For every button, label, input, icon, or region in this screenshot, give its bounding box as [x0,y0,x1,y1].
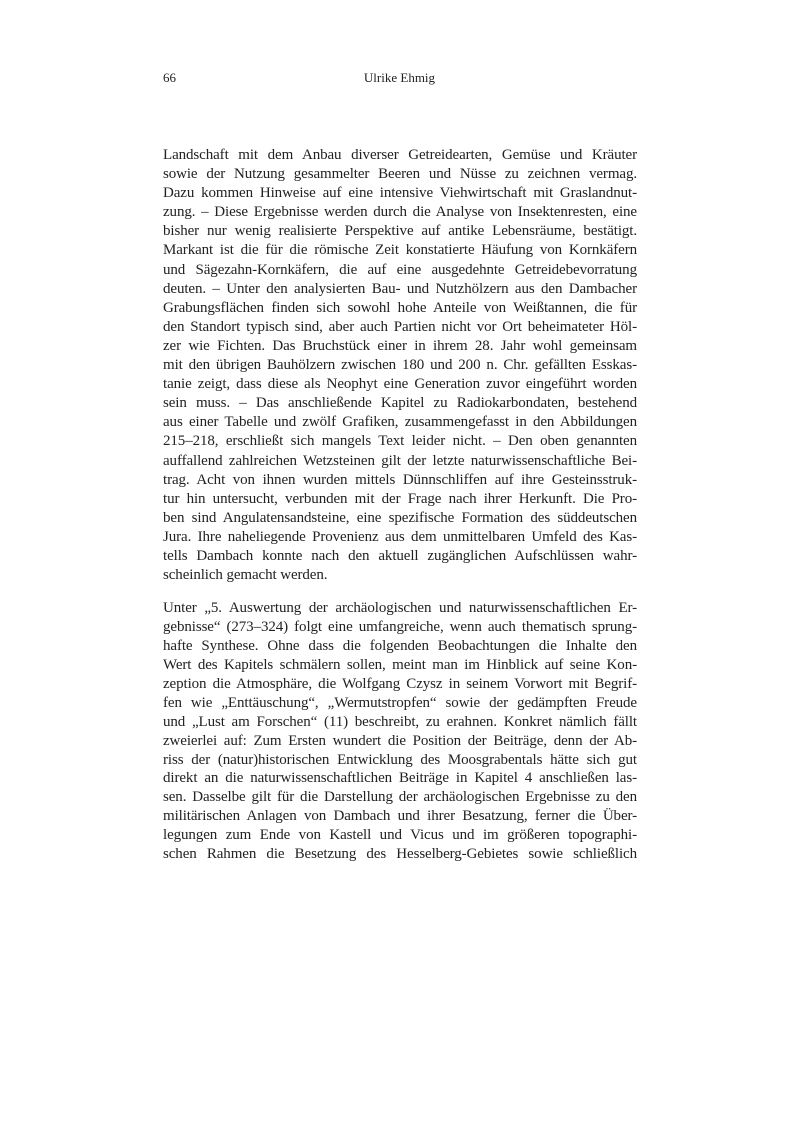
text-line: aus einer Tabelle und zwölf Grafiken, zusammengefasst in den Abbildungen [163,414,637,431]
text-line: Wert des Kapitels schmälern sollen, meint man im Hinblick auf seine Kon- [163,656,637,673]
text-line: zer wie Fichten. Das Bruchstück einer in ihrem 28. Jahr wohl gemeinsam [163,337,637,354]
text-line: mit den übrigen Bauhölzern zwischen 180 und 200 n. Chr. gefällten Esskas- [163,357,637,374]
text-line: Grabungsflächen finden sich sowohl hohe Anteile von Weißtannen, die für [163,299,637,316]
text-line: 215–218, erschließt sich mangels Text leider nicht. – Den oben genannten [163,433,637,450]
text-line: hafte Synthese. Ohne dass die folgenden Beobachtungen die Inhalte den [163,637,637,654]
running-head: Ulrike Ehmig [363,70,436,85]
page-number: 66 [163,70,176,85]
text-line: sen. Dasselbe gilt für die Darstellung der archäologischen Ergebnisse zu den [163,789,637,806]
text-line: deuten. – Unter den analysierten Bau- und Nutzhölzern aus den Dambacher [163,280,637,297]
text-line: tanie zeigt, dass diese als Neophyt eine Generation zuvor eingeführt worden [163,376,637,393]
text-line: schen Rahmen die Besetzung des Hesselberg-Gebietes sowie schließlich [163,846,637,863]
text-line: zung. – Diese Ergebnisse werden durch die Analyse von Insektenresten, eine [163,204,637,221]
paragraph-2 [163,599,637,864]
text-line: ben sind Angulatensandsteine, eine spezifische Formation des süddeutschen [163,509,637,526]
text-line: Dazu kommen Hinweise auf eine intensive Viehwirtschaft mit Graslandnut- [163,185,637,202]
text-line: scheinlich gemacht werden. [163,567,328,584]
text-line: und Sägezahn-Kornkäfern, die auf eine ausgedehnte Getreidebevorratung [163,261,637,278]
text-line: tells Dambach konnte nach den aktuell zugänglichen Aufschlüssen wahr- [163,547,637,564]
text-line: Unter „5. Auswertung der archäologischen und naturwissenschaftlichen Er- [163,600,637,616]
text-line: sowie der Nutzung gesammelter Beeren und Nüsse zu zeichnen vermag. [163,166,637,183]
text-line: und „Lust am Forschen“ (11) beschreibt, zu erahnen. Konkret nämlich fällt [163,713,637,730]
text-line: gebnisse“ (273–324) folgt eine umfangreiche, wenn auch thematisch sprung- [163,618,637,635]
text-line: Markant ist die für die römische Zeit konstatierte Häufung von Kornkäfern [163,242,637,259]
text-line: riss der (natur)historischen Entwicklung des Moosgrabentals hätte sich gut [163,751,637,768]
text-line: auffallend zahlreichen Wetzsteinen gilt der letzte naturwissenschaftliche Bei- [163,452,637,469]
text-line: den Standort typisch sind, aber auch Partien nicht vor Ort beheimateter Höl- [163,318,637,335]
text-line: legungen zum Ende von Kastell und Vicus und im größeren topographi- [163,827,637,844]
paragraph-1 [163,146,637,585]
text-line: Jura. Ihre naheliegende Provenienz aus dem unmittelbaren Umfeld des Kas- [163,528,637,545]
text-line: bisher nur wenig realisierte Perspektive auf antike Lebensräume, bestätigt. [163,223,637,240]
text-line: militärischen Anlagen von Dambach und ihrer Besatzung, ferner die Über- [163,808,637,825]
text-line: zeption die Atmosphäre, die Wolfgang Czysz in seinem Vorwort mit Begrif- [163,675,637,692]
text-line: fen wie „Enttäuschung“, „Wermutstropfen“ sowie der gedämpften Freude [163,694,637,711]
text-line: sein muss. – Das anschließende Kapitel zu Radiokarbondaten, bestehend [163,395,637,412]
text-line: trag. Acht von ihnen wurden mittels Dünnschliffen auf ihre Gesteinsstruk- [163,471,637,488]
text-line: direkt an die naturwissenschaftlichen Beiträge in Kapitel 4 anschließen las- [163,770,637,787]
text-line: Landschaft mit dem Anbau diverser Getreidearten, Gemüse und Kräuter [163,147,637,163]
text-line: tur hin untersucht, verbunden mit der Frage nach ihrer Herkunft. Die Pro- [163,490,637,507]
text-line: zweierlei auf: Zum Ersten wundert die Position der Beiträge, denn der Ab- [163,732,637,749]
